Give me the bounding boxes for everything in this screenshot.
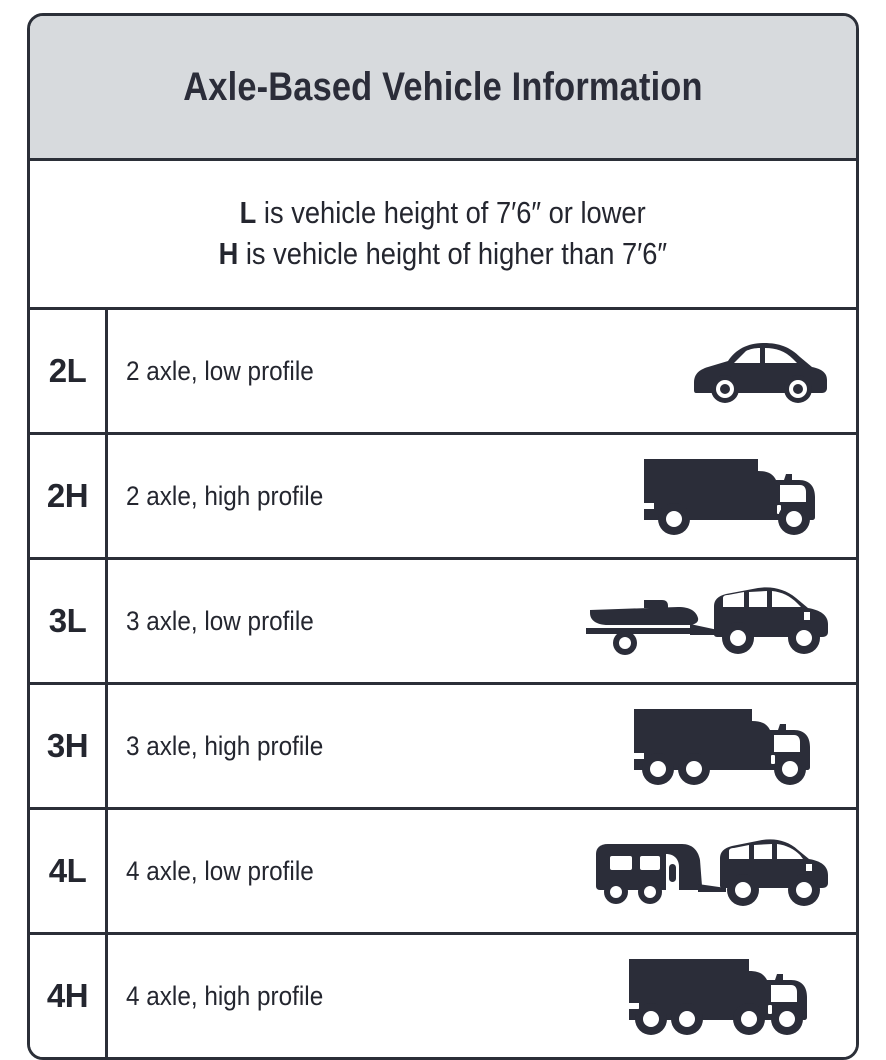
row-code: 3L <box>30 560 108 682</box>
row-description: 4 axle, low profile <box>126 855 314 886</box>
legend-code-h: H <box>218 236 239 271</box>
card-header <box>30 16 856 161</box>
box-truck-2-axle-icon <box>634 435 834 557</box>
row-body <box>108 310 856 432</box>
row-body <box>108 935 856 1057</box>
axle-information-card <box>27 13 859 1060</box>
row-code: 4L <box>30 810 108 932</box>
table-row <box>30 560 856 685</box>
legend-code-l: L <box>240 195 257 231</box>
legend-text-h: is vehicle height of higher than 7′6″ <box>238 236 668 271</box>
table-row <box>30 935 856 1057</box>
table-row <box>30 310 856 435</box>
row-body <box>108 810 856 932</box>
row-body <box>108 560 856 682</box>
legend-line-high <box>219 234 668 275</box>
legend-text-l: is vehicle height of 7′6″ or lower <box>256 195 646 231</box>
table-row <box>30 810 856 935</box>
row-description: 4 axle, high profile <box>126 980 324 1011</box>
suv-towing-boat-icon <box>582 560 834 682</box>
box-truck-3-axle-icon <box>624 685 834 807</box>
sedan-icon <box>684 310 834 432</box>
height-legend <box>30 161 856 310</box>
row-description: 2 axle, low profile <box>126 355 314 386</box>
row-description: 3 axle, high profile <box>126 730 324 761</box>
row-code: 2H <box>30 435 108 557</box>
page-title: Axle-Based Vehicle Information <box>183 64 703 109</box>
row-body <box>108 435 856 557</box>
row-description: 3 axle, low profile <box>126 605 314 636</box>
table-row <box>30 685 856 810</box>
row-code: 3H <box>30 685 108 807</box>
table-row <box>30 435 856 560</box>
row-code: 2L <box>30 310 108 432</box>
row-body <box>108 685 856 807</box>
suv-towing-trailer-icon <box>586 810 834 932</box>
legend-line-low <box>240 193 646 234</box>
row-description: 2 axle, high profile <box>126 480 324 511</box>
box-truck-4-axle-icon <box>619 935 834 1057</box>
row-code: 4H <box>30 935 108 1057</box>
